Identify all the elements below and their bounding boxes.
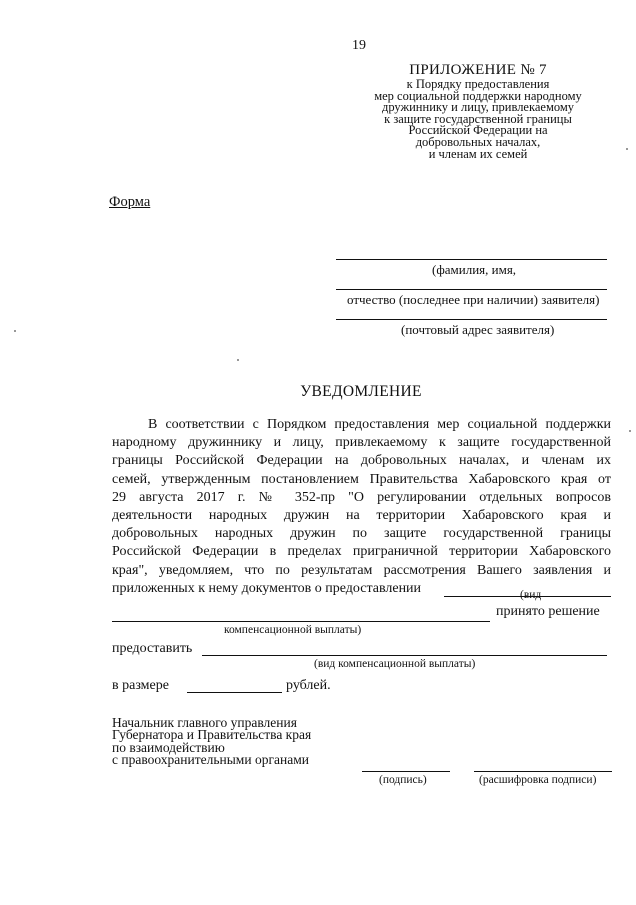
body-line: семей, утвержденным постановлением Правительства Хабаровского края от: [112, 471, 611, 487]
amount-prefix: в размере: [112, 678, 169, 693]
appendix-line: дружиннику и лицу, привлекаемому: [381, 100, 575, 115]
body-line: границы Российской Федерации на добровольных началах, и членам их: [112, 453, 611, 469]
decision-text: принято решение: [496, 604, 600, 619]
caption-vid-compensation: (вид компенсационной выплаты): [314, 658, 476, 670]
applicant-address-line: [336, 319, 607, 320]
body-line: В соответствии с Порядком предоставления мер социальной поддержки: [148, 417, 611, 432]
scan-speck: [629, 430, 631, 432]
body-line: добровольных народных дружин по защите государственной границы: [112, 526, 611, 542]
appendix-line: к Порядку предоставления: [406, 77, 550, 91]
signatory-line: с правоохранительными органами: [112, 752, 309, 768]
signatory-line: Начальник главного управления: [112, 715, 297, 730]
appendix-header: [358, 62, 598, 160]
scan-speck: [14, 330, 16, 332]
caption-signature: (подпись): [379, 774, 427, 786]
scan-speck: [626, 148, 628, 150]
amount-line[interactable]: [187, 692, 282, 693]
decoding-line[interactable]: [474, 771, 612, 772]
benefit-type-line-2[interactable]: [112, 621, 490, 622]
body-line: народному дружиннику и лицу, привлекаемому к защите государственной: [112, 435, 611, 451]
body-line: приложенных к нему документов о предоставлении: [112, 580, 422, 596]
appendix-line: и членам их семей: [428, 146, 528, 161]
page-number: 19: [352, 38, 366, 53]
signature-line[interactable]: [362, 771, 450, 772]
body-line: Российской Федерации в пределах приграничной территории Хабаровского: [112, 544, 611, 560]
provide-label: предоставить: [112, 641, 193, 656]
caption-patronymic: отчество (последнее при наличии) заявителя): [347, 292, 600, 307]
caption-address: (почтовый адрес заявителя): [401, 322, 555, 337]
signatory-line: по взаимодействию: [112, 739, 225, 755]
notification-body: [112, 416, 611, 598]
applicant-patronymic-line: [336, 289, 607, 290]
caption-decoding: (расшифровка подписи): [479, 774, 597, 786]
signatory-title: [112, 717, 311, 767]
appendix-line: добровольных началах,: [415, 134, 541, 149]
caption-vid: (вид: [520, 589, 542, 601]
caption-compensation: компенсационной выплаты): [224, 624, 362, 636]
provide-line[interactable]: [202, 655, 607, 656]
amount-suffix: рублей.: [286, 678, 331, 693]
signatory-line: Губернатора и Правительства края: [112, 727, 312, 743]
appendix-line: к защите государственной границы: [384, 111, 572, 126]
appendix-title: ПРИЛОЖЕНИЕ № 7: [409, 62, 547, 78]
body-line: деятельности народных дружин на территории Хабаровского края и: [112, 508, 611, 524]
applicant-name-line: [336, 259, 607, 260]
scan-speck: [237, 359, 239, 361]
body-line: края", уведомляем, что по результатам рассмотрения Вашего заявления и: [112, 562, 611, 578]
form-label: Форма: [109, 194, 151, 210]
caption-name: (фамилия, имя,: [432, 262, 517, 277]
document-title: УВЕДОМЛЕНИЕ: [300, 383, 422, 400]
appendix-line: Российской Федерации на: [408, 123, 548, 138]
appendix-line: мер социальной поддержки народному: [374, 88, 582, 103]
body-line: 29 августа 2017 г. № 352-пр "О регулировании отдельных вопросов: [112, 489, 611, 505]
